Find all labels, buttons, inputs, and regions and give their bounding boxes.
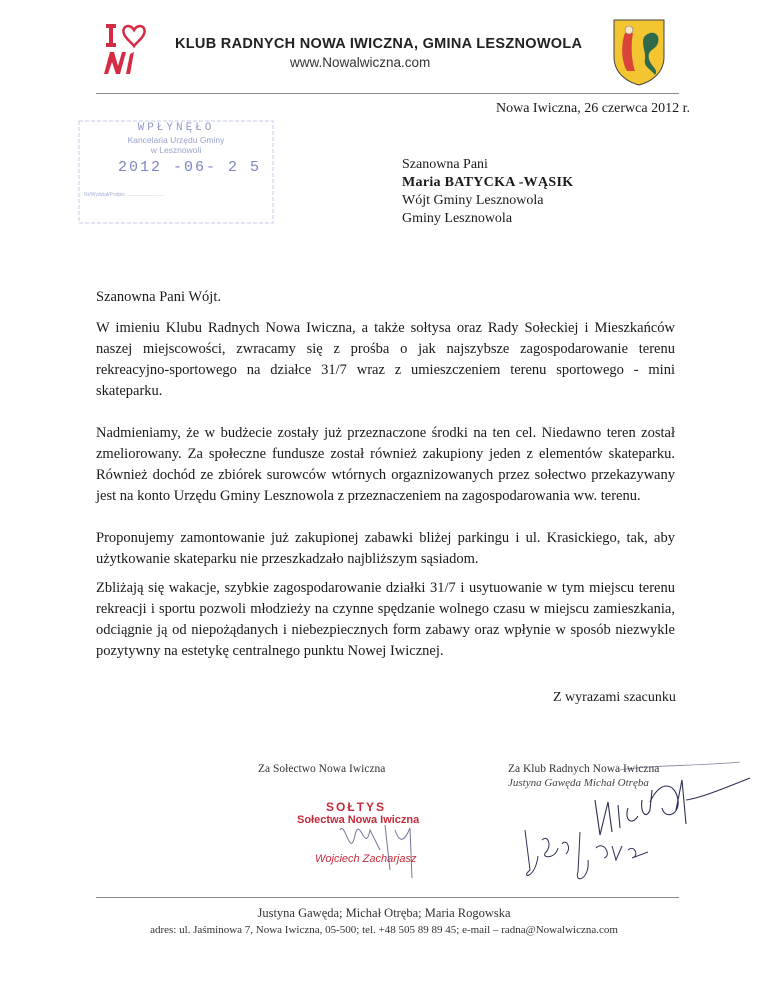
club-header-title: KLUB RADNYCH NOWA IWICZNA, GMINA LESZNOWOLA <box>175 36 583 52</box>
body-paragraph: Proponujemy zamontowanie już zakupionej zabawki bliżej parkingu i ul. Krasickiego, tak, aby użytkowanie skateparku nie przeszkadzało najbliższym sąsiadom. <box>96 530 675 567</box>
recipient-role: Wójt Gminy Lesznowola <box>402 193 544 208</box>
footer-address: adres: ul. Jaśminowa 7, Nowa Iwiczna, 05-500; tel. +48 505 89 89 45; e-mail – radna@Nowalwiczna.com <box>150 924 618 936</box>
recipient-name: Maria BATYCKA -WĄSIK <box>402 175 574 190</box>
letter-date: Nowa Iwiczna, 26 czerwca 2012 r. <box>496 101 690 116</box>
club-signature-label: Za Klub Radnych Nowa Iwiczna <box>508 763 660 775</box>
stamp-date: 2012 -06- 2 5 <box>118 159 262 176</box>
body-paragraph: Nadmieniamy, że w budżecie zostały już przeznaczone środki na ten cel. Niedawno teren został zmeliorowany. Za społeczne fundusze został również zakupiony jeden z elementów skateparku. Również dochód ze zbiórek surowców wtórnych orgaznizowanych przez sołectwo przekazywany jest na konto Urzędu Gminy Lesznowola z przeznaczeniem na zagospodarowania ww. terenu. <box>96 425 675 504</box>
body-paragraph: Zbliżają się wakacje, szybkie zagospodarowanie działki 31/7 i usytuowanie w tym miejscu terenu rekreacji i sportu pozwoli młodzieży na czynne spędzanie wolnego czasu w miejscu zamieszkania, odciągnie ją od niepożądanych i niebezpiecznych form zabawy oraz wpłynie w sposób niezwykle pozytywny na estetykę centralnego punktu Nowej Iwicznej. <box>96 580 675 659</box>
stamp-note: Nr/Wydział/Podpis ........................... <box>84 192 164 198</box>
club-logo-icon <box>96 20 166 80</box>
recipient-office: Gminy Lesznowola <box>402 211 513 226</box>
club-signatory-names: Justyna Gawęda Michał Otręba <box>508 777 649 789</box>
footer-divider <box>96 897 679 898</box>
soltys-stamp-title: SOŁTYS <box>326 800 387 814</box>
club-website-link[interactable]: www.Nowalwiczna.com <box>290 55 431 70</box>
header-divider <box>96 93 679 94</box>
soltys-stamp-village: Sołectwa Nowa Iwiczna <box>297 814 420 826</box>
soltys-stamp-name: Wojciech Zacharjasz <box>315 853 417 865</box>
stamp-office-label: Kancelaria Urzędu Gminy <box>127 135 225 145</box>
soltys-signature-icon <box>300 800 470 880</box>
crest-icon <box>611 17 667 87</box>
body-paragraph: W imieniu Klubu Radnych Nowa Iwiczna, a także sołtysa oraz Rady Sołeckiej i Mieszkańców naszej miejscowości, zwracamy się z prośba o jak najszybsze zagospodarowanie terenu rekreacyjno-sportowego na działce 31/7 wraz z umieszczeniem terenu sportowego - mini skateparku. <box>96 320 675 399</box>
footer-names: Justyna Gawęda; Michał Otręba; Maria Rogowska <box>257 906 511 920</box>
stamp-received-label: WPŁYNĘŁO <box>137 122 215 134</box>
village-signature-label: Za Sołectwo Nowa Iwiczna <box>258 763 386 775</box>
stamp-place-label: w Lesznowoli <box>150 145 202 155</box>
closing-phrase: Z wyrazami szacunku <box>553 690 676 705</box>
recipient-greeting: Szanowna Pani <box>402 157 488 172</box>
salutation: Szanowna Pani Wójt. <box>96 289 221 305</box>
received-stamp <box>78 120 274 224</box>
club-signatures-icon <box>500 760 760 890</box>
